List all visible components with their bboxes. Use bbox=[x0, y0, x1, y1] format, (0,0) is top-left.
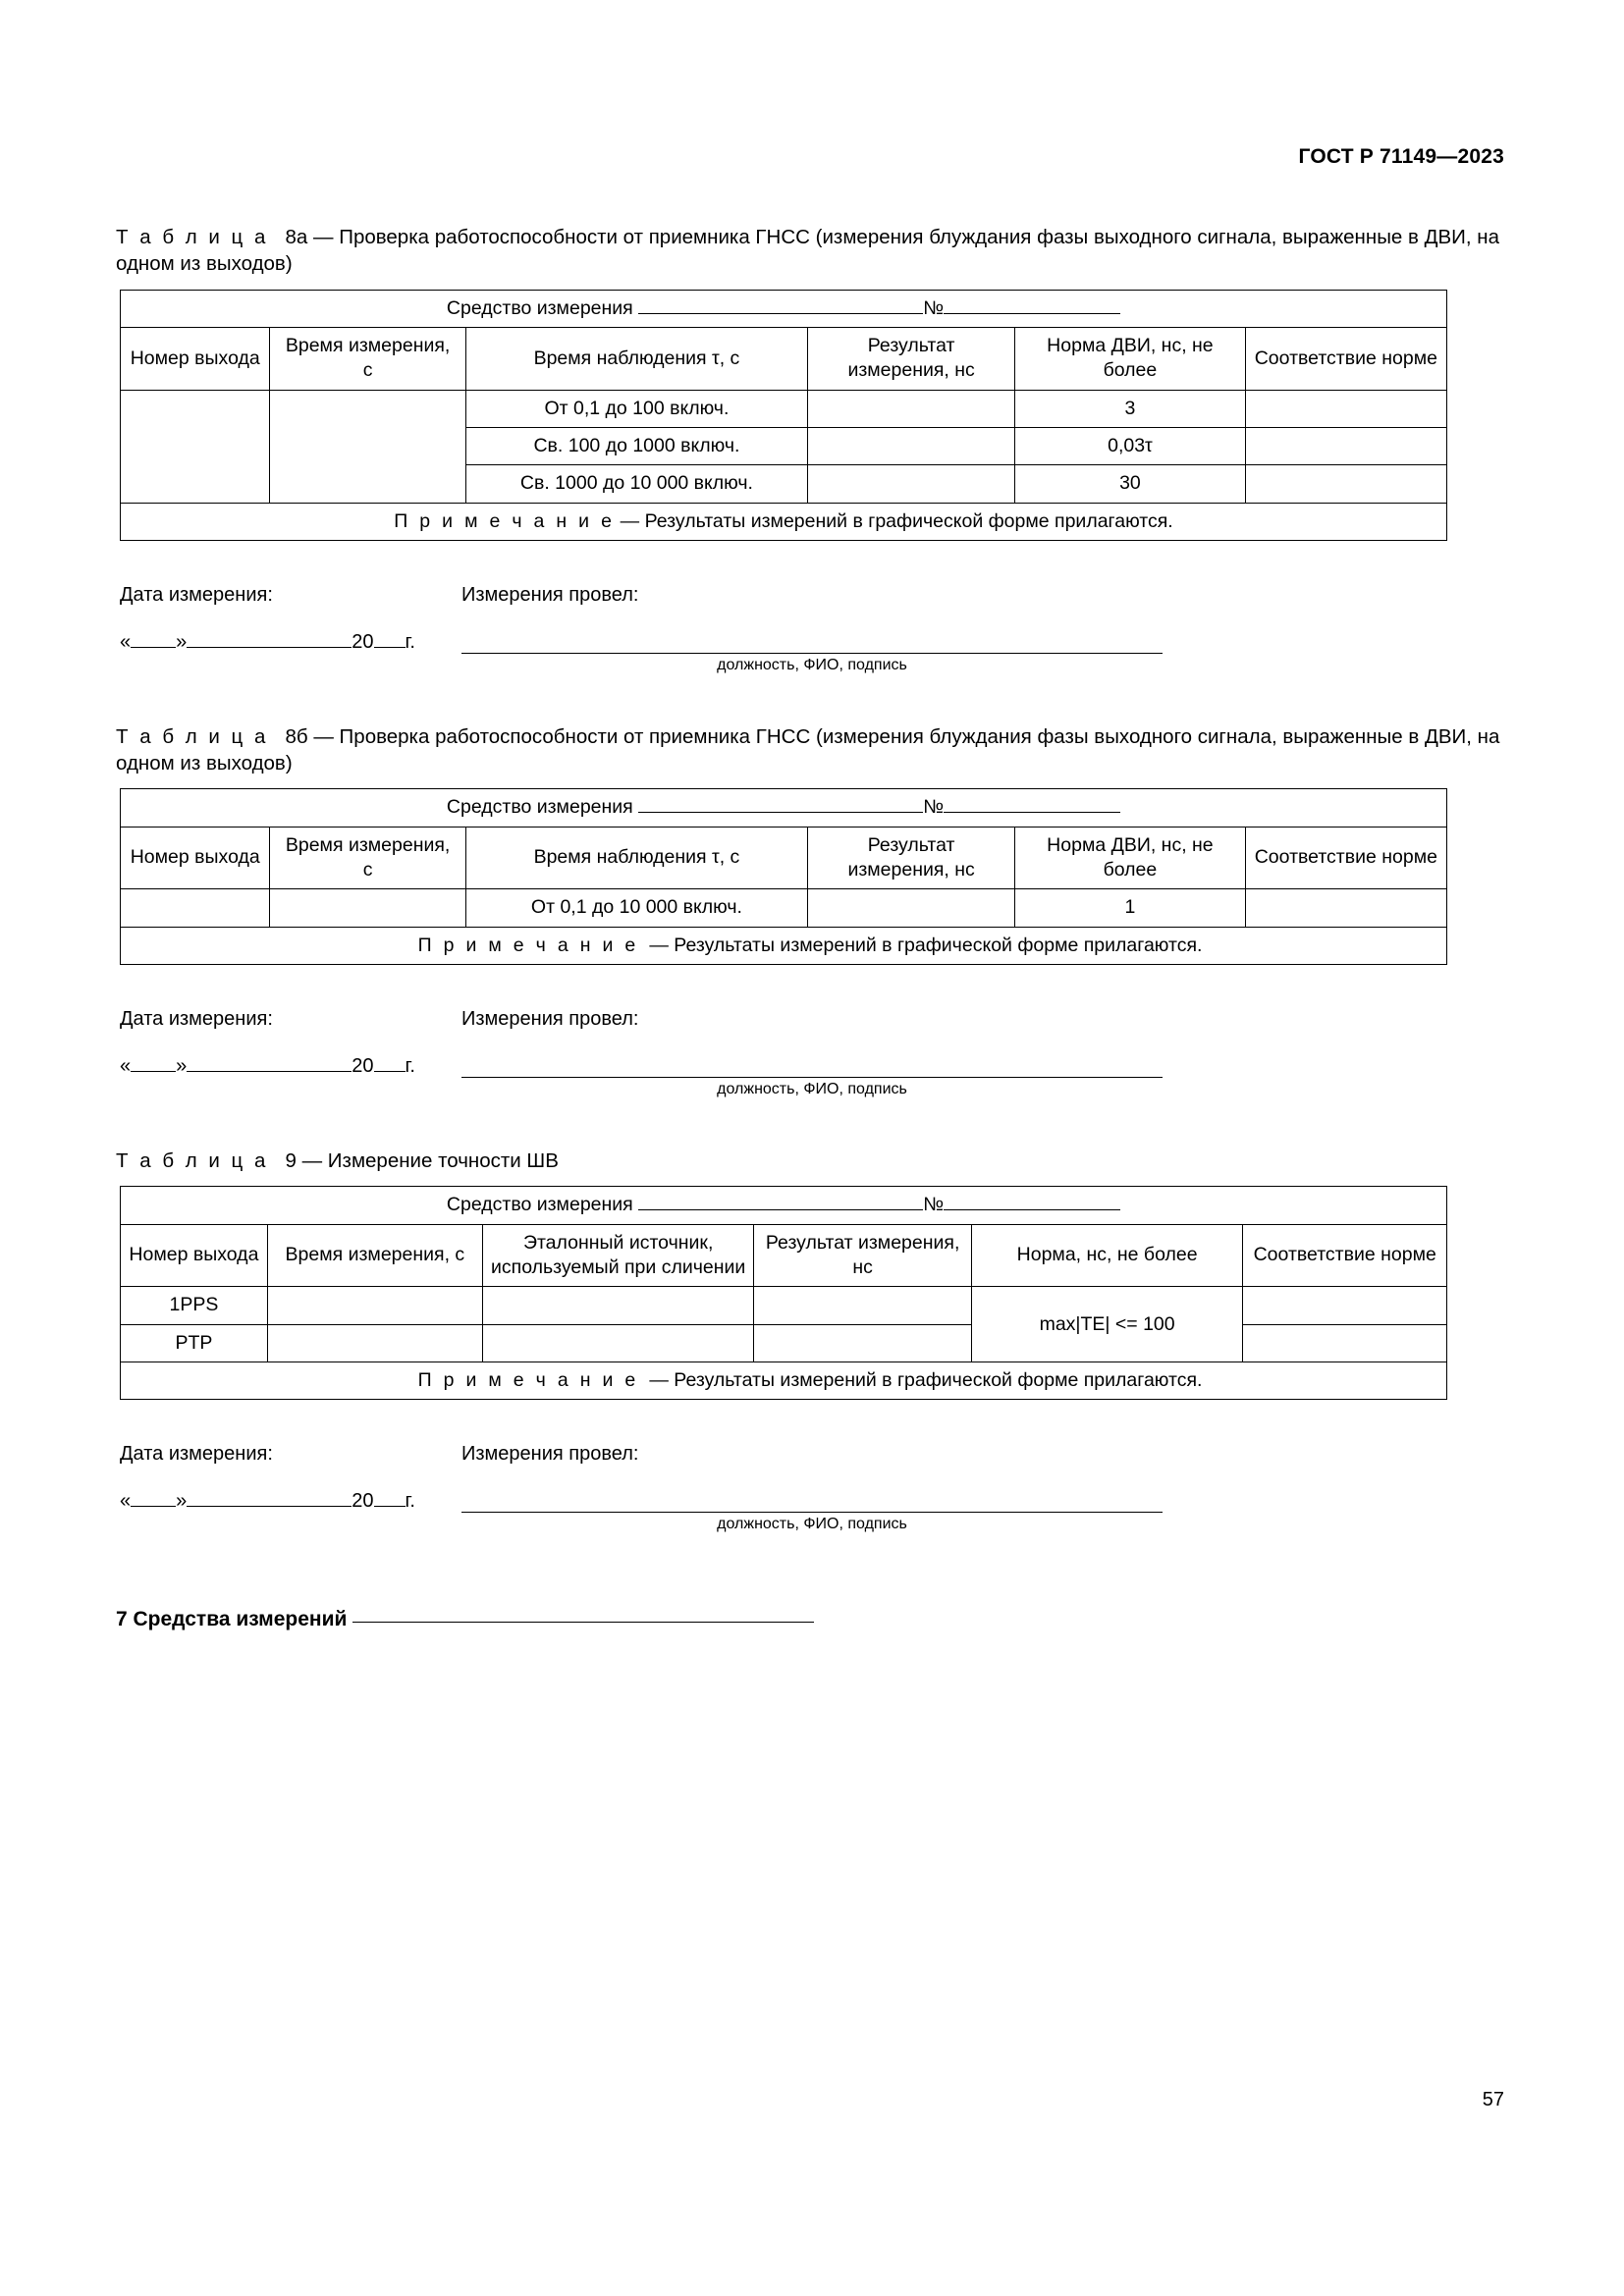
table-8a-r1-observation: Св. 100 до 1000 включ. bbox=[465, 427, 807, 464]
table-8b-means-number-label: № bbox=[923, 796, 945, 819]
table-9-note-row bbox=[121, 1362, 1447, 1400]
table-8b-note-prefix: П р и м е ч а н и е bbox=[417, 934, 639, 956]
year-blank[interactable] bbox=[374, 1506, 406, 1507]
table-8b-caption bbox=[116, 723, 1508, 777]
table-8b-note-text: — Результаты измерений в графической форме прилагаются. bbox=[649, 934, 1203, 956]
table-8b-means-label: Средство измерения bbox=[446, 796, 633, 819]
table-8b-col-2: Время наблюдения τ, с bbox=[465, 827, 807, 889]
table-9-caption-text: — Измерение точности ШВ bbox=[301, 1149, 559, 1173]
year-blank[interactable] bbox=[374, 647, 406, 648]
date-quote-close: » bbox=[176, 1490, 188, 1513]
table-9 bbox=[120, 1186, 1447, 1400]
table-8b-means-row bbox=[121, 789, 1447, 827]
table-row bbox=[121, 390, 1447, 427]
table-9-r0-time bbox=[267, 1287, 482, 1324]
date-quote-close: » bbox=[176, 630, 188, 653]
page-content bbox=[116, 224, 1508, 1631]
table-9-means-label: Средство измерения bbox=[446, 1194, 633, 1216]
table-9-r1-output: PTP bbox=[121, 1324, 268, 1362]
signature-block-8a bbox=[116, 584, 1508, 678]
means-blank-line[interactable] bbox=[638, 298, 923, 314]
means-blank-line[interactable] bbox=[638, 1195, 923, 1210]
table-9-r0-output: 1PPS bbox=[121, 1287, 268, 1324]
table-8a-r0-result bbox=[808, 390, 1015, 427]
table-8a-col-5: Соответствие норме bbox=[1245, 327, 1446, 390]
day-blank[interactable] bbox=[131, 1506, 176, 1507]
table-8b-col-0: Номер выхода bbox=[121, 827, 270, 889]
section-heading bbox=[116, 1608, 1508, 1631]
table-8b-col-5: Соответствие норме bbox=[1245, 827, 1446, 889]
table-8a-means-label: Средство измерения bbox=[446, 296, 633, 319]
table-9-col-3: Результат измерения, нс bbox=[754, 1224, 971, 1287]
table-9-note-prefix: П р и м е ч а н и е bbox=[417, 1369, 639, 1392]
section-blank-line[interactable] bbox=[352, 1622, 814, 1623]
signature-line[interactable] bbox=[461, 1512, 1163, 1513]
table-8a-header-row bbox=[121, 327, 1447, 390]
table-8a-caption-text: — Проверка работоспособности от приемника ГНСС (измерения блуждания фазы выходного сигнала, выраженные в ДВИ, на одном из выходов) bbox=[116, 226, 1500, 276]
table-8a-caption-number: 8а bbox=[285, 226, 308, 248]
table-8b-means-cell bbox=[121, 789, 1447, 827]
month-blank[interactable] bbox=[187, 1506, 352, 1507]
means-number-blank-line[interactable] bbox=[944, 298, 1120, 314]
table-8a-r2-conformity bbox=[1245, 465, 1446, 503]
table-9-r0-norm: max|TE| <= 100 bbox=[971, 1287, 1243, 1362]
table-9-col-5: Соответствие норме bbox=[1243, 1224, 1447, 1287]
table-8a-note-text: — Результаты измерений в графической форме прилагаются. bbox=[620, 509, 1173, 532]
year-suffix: г. bbox=[405, 1490, 415, 1513]
table-9-means-number-label: № bbox=[923, 1194, 945, 1216]
means-blank-line[interactable] bbox=[638, 797, 923, 813]
table-8a-col-4: Норма ДВИ, нс, не более bbox=[1015, 327, 1246, 390]
table-9-r0-result bbox=[754, 1287, 971, 1324]
table-9-header-row bbox=[121, 1224, 1447, 1287]
table-8a-r0-output bbox=[121, 390, 270, 503]
table-8a-col-2: Время наблюдения τ, с bbox=[465, 327, 807, 390]
year-prefix: 20 bbox=[352, 1055, 374, 1078]
table-9-col-1: Время измерения, с bbox=[267, 1224, 482, 1287]
table-8a-note-row bbox=[121, 503, 1447, 540]
table-9-r0-conformity bbox=[1243, 1287, 1447, 1324]
signature-line[interactable] bbox=[461, 1077, 1163, 1078]
page-header: ГОСТ Р 71149—2023 bbox=[1298, 145, 1504, 168]
table-9-r1-conformity bbox=[1243, 1324, 1447, 1362]
table-8a-caption bbox=[116, 224, 1508, 278]
table-9-col-2: Эталонный источник, используемый при сличении bbox=[482, 1224, 754, 1287]
section-title-text: 7 Средства измерений bbox=[116, 1608, 348, 1631]
table-8a-note-prefix: П р и м е ч а н и е bbox=[394, 509, 616, 532]
date-label: Дата измерения: bbox=[120, 1008, 273, 1031]
table-9-col-4: Норма, нс, не более bbox=[971, 1224, 1243, 1287]
date-entry[interactable] bbox=[120, 1055, 415, 1078]
date-label: Дата измерения: bbox=[120, 1443, 273, 1466]
date-quote-open: « bbox=[120, 1490, 132, 1513]
day-blank[interactable] bbox=[131, 647, 176, 648]
date-quote-open: « bbox=[120, 1055, 132, 1078]
table-8a-r2-observation: Св. 1000 до 10 000 включ. bbox=[465, 465, 807, 503]
date-entry[interactable] bbox=[120, 631, 415, 654]
table-8b-r0-observation: От 0,1 до 10 000 включ. bbox=[465, 889, 807, 927]
date-entry[interactable] bbox=[120, 1490, 415, 1513]
table-8b bbox=[120, 788, 1447, 965]
table-8b-r0-conformity bbox=[1245, 889, 1446, 927]
table-8b-caption-text: — Проверка работоспособности от приемника ГНСС (измерения блуждания фазы выходного сигнала, выраженные в ДВИ, на одном из выходов) bbox=[116, 724, 1500, 775]
means-number-blank-line[interactable] bbox=[944, 797, 1120, 813]
table-row bbox=[121, 1287, 1447, 1324]
table-8b-col-1: Время измерения, с bbox=[270, 827, 465, 889]
table-8a-r2-result bbox=[808, 465, 1015, 503]
table-8a-r1-conformity bbox=[1245, 427, 1446, 464]
performer-label: Измерения провел: bbox=[461, 1008, 639, 1031]
table-8a-means-cell bbox=[121, 290, 1447, 327]
table-8a-means-row bbox=[121, 290, 1447, 327]
table-9-means-cell bbox=[121, 1187, 1447, 1224]
page-number: 57 bbox=[1482, 2089, 1504, 2110]
table-9-note-text: — Результаты измерений в графической форме прилагаются. bbox=[649, 1369, 1203, 1392]
signature-block-8b bbox=[116, 1008, 1508, 1102]
date-quote-close: » bbox=[176, 1055, 188, 1078]
table-row bbox=[121, 889, 1447, 927]
table-8a-r2-norm: 30 bbox=[1015, 465, 1246, 503]
table-8b-caption-prefix: Т а б л и ц а bbox=[116, 724, 269, 748]
means-number-blank-line[interactable] bbox=[944, 1195, 1120, 1210]
month-blank[interactable] bbox=[187, 647, 352, 648]
table-8b-r0-output bbox=[121, 889, 270, 927]
date-label: Дата измерения: bbox=[120, 583, 273, 606]
table-8b-note-row bbox=[121, 927, 1447, 964]
table-8b-r0-norm: 1 bbox=[1015, 889, 1246, 927]
table-8b-col-4: Норма ДВИ, нс, не более bbox=[1015, 827, 1246, 889]
table-9-r1-time bbox=[267, 1324, 482, 1362]
table-8b-note-cell bbox=[121, 927, 1447, 964]
table-9-r0-source bbox=[482, 1287, 754, 1324]
month-blank[interactable] bbox=[187, 1071, 352, 1072]
table-8b-header-row bbox=[121, 827, 1447, 889]
table-9-caption-prefix: Т а б л и ц а bbox=[116, 1149, 269, 1173]
table-9-r1-source bbox=[482, 1324, 754, 1362]
table-8a-means-number-label: № bbox=[923, 296, 945, 319]
year-blank[interactable] bbox=[374, 1071, 406, 1072]
table-8a-r0-conformity bbox=[1245, 390, 1446, 427]
table-8b-r0-result bbox=[808, 889, 1015, 927]
table-8a-r0-time bbox=[270, 390, 465, 503]
signature-block-9 bbox=[116, 1443, 1508, 1537]
table-9-note-cell bbox=[121, 1362, 1447, 1400]
table-row bbox=[121, 1324, 1447, 1362]
year-suffix: г. bbox=[405, 1055, 415, 1078]
table-8a-r0-norm: 3 bbox=[1015, 390, 1246, 427]
date-quote-open: « bbox=[120, 630, 132, 653]
table-8b-caption-number: 8б bbox=[285, 724, 308, 748]
table-8a-note-cell bbox=[121, 503, 1447, 540]
day-blank[interactable] bbox=[131, 1071, 176, 1072]
signature-caption: должность, ФИО, подпись bbox=[717, 656, 907, 673]
table-8a-col-1: Время измерения, с bbox=[270, 327, 465, 390]
table-8b-r0-time bbox=[270, 889, 465, 927]
table-8a-caption-prefix: Т а б л и ц а bbox=[116, 226, 269, 248]
table-9-means-row bbox=[121, 1187, 1447, 1224]
table-9-r1-result bbox=[754, 1324, 971, 1362]
table-9-caption-number: 9 bbox=[285, 1149, 297, 1173]
year-prefix: 20 bbox=[352, 630, 374, 653]
table-8a-r1-result bbox=[808, 427, 1015, 464]
signature-line[interactable] bbox=[461, 653, 1163, 654]
table-8a bbox=[120, 290, 1447, 541]
year-prefix: 20 bbox=[352, 1490, 374, 1513]
signature-caption: должность, ФИО, подпись bbox=[717, 1516, 907, 1533]
performer-label: Измерения провел: bbox=[461, 1443, 639, 1466]
table-8b-col-3: Результат измерения, нс bbox=[808, 827, 1015, 889]
table-8a-col-3: Результат измерения, нс bbox=[808, 327, 1015, 390]
table-9-col-0: Номер выхода bbox=[121, 1224, 268, 1287]
signature-caption: должность, ФИО, подпись bbox=[717, 1081, 907, 1098]
year-suffix: г. bbox=[405, 630, 415, 653]
table-8a-col-0: Номер выхода bbox=[121, 327, 270, 390]
performer-label: Измерения провел: bbox=[461, 583, 639, 606]
table-8a-r0-observation: От 0,1 до 100 включ. bbox=[465, 390, 807, 427]
table-9-caption bbox=[116, 1148, 1508, 1174]
table-8a-r1-norm: 0,03τ bbox=[1015, 427, 1246, 464]
